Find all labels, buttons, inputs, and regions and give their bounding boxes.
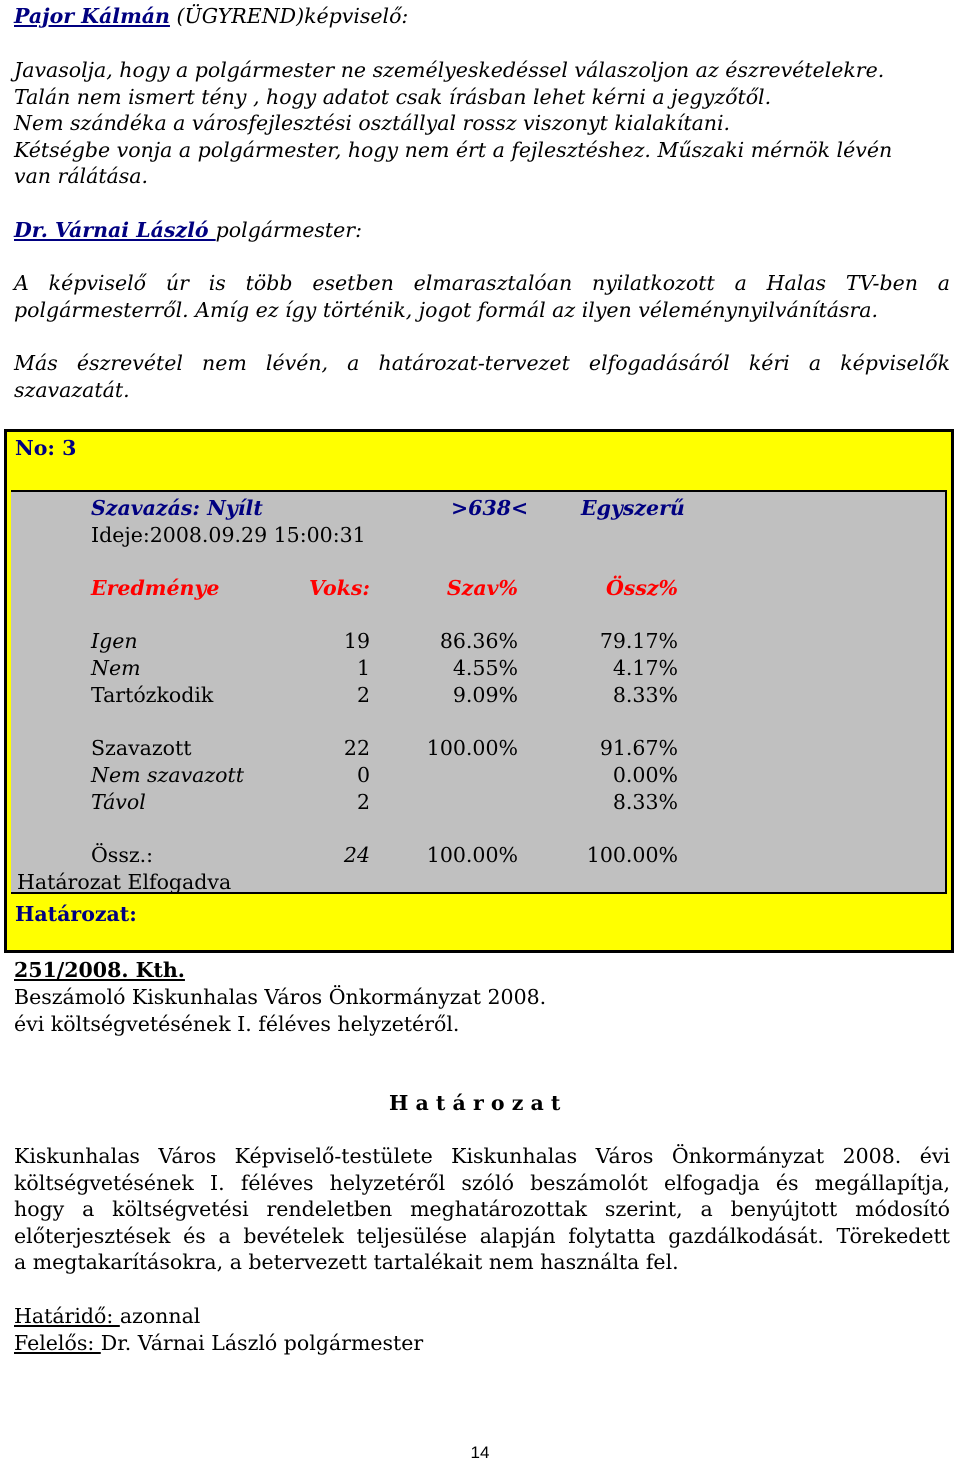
vote-header-row [11, 575, 945, 602]
row-label: Szavazott [91, 736, 192, 760]
responsible-label: Felelős: [14, 1331, 101, 1355]
table-row [11, 762, 945, 789]
row-votes: 22 [343, 736, 370, 760]
row-total-pct: 4.17% [612, 656, 678, 680]
speaker2-paragraph2 [14, 350, 950, 403]
deadline-label: Határidő: [14, 1304, 120, 1328]
text-line: A képviselő úr is több esetben elmarasztalóan nyilatkozott a Halas TV-ben a [14, 271, 950, 295]
page-number: 14 [470, 1443, 490, 1462]
table-row [11, 789, 945, 816]
row-total-pct: 0.00% [612, 763, 678, 787]
row-total-pct: 8.33% [612, 683, 678, 707]
text-line: Talán nem ismert tény , hogy adatot csak írásban lehet kérni a jegyzőtől. [14, 84, 772, 109]
speaker2-heading [14, 217, 362, 244]
row-votes: 0 [356, 763, 370, 787]
total-vote-pct: 100.00% [426, 843, 518, 867]
vote-type: Szavazás: Nyílt [91, 496, 263, 520]
total-total-pct: 100.00% [586, 843, 678, 867]
resolution-heading: H a t á r o z a t [389, 1091, 561, 1115]
speaker2-paragraph1 [14, 270, 950, 323]
vote-type-row [11, 495, 945, 522]
vote-number: No: 3 [15, 436, 77, 460]
row-votes: 19 [343, 629, 370, 653]
vote-details [11, 490, 947, 894]
text-line: Javasolja, hogy a polgármester ne személyeskedéssel válaszoljon az észrevételekre. [14, 58, 885, 82]
text-line: Más észrevétel nem lévén, a határozat-tervezet elfogadásáról kéri a képviselők [14, 351, 950, 375]
vote-code: >638< [451, 496, 529, 520]
row-vote-pct: 86.36% [439, 629, 518, 653]
row-votes: 2 [356, 790, 370, 814]
table-row [11, 628, 945, 655]
resolution-body [14, 1143, 950, 1276]
text-line: Nem szándéka a városfejlesztési osztállyal rossz viszonyt kialakítani. [14, 111, 731, 136]
text-line: szavazatát. [14, 377, 130, 402]
row-votes: 2 [356, 683, 370, 707]
vote-result: Határozat Elfogadva [17, 870, 232, 894]
text-line: van rálátása. [14, 164, 149, 189]
vote-result-row [11, 869, 945, 896]
speaker1-heading [14, 3, 408, 30]
vote-mode: Egyszerű [581, 496, 685, 520]
table-row [11, 655, 945, 682]
resolution-subject [14, 984, 546, 1037]
row-label: Tartózkodik [91, 683, 214, 707]
row-label: Távol [91, 790, 146, 814]
deadline-line [14, 1303, 200, 1330]
row-label: Nem szavazott [91, 763, 244, 787]
text-line: Beszámoló Kiskunhalas Város Önkormányzat 2008. [14, 985, 547, 1009]
table-row [11, 735, 945, 762]
text-line: a megtakarításokra, a betervezett tartalékait nem használta fel. [14, 1250, 679, 1275]
header-result: Eredménye [91, 576, 220, 600]
row-vote-pct: 9.09% [452, 683, 518, 707]
row-total-pct: 91.67% [599, 736, 678, 760]
table-row [11, 682, 945, 709]
total-label: Össz.: [91, 843, 154, 867]
row-total-pct: 8.33% [612, 790, 678, 814]
text-line: hogy a költségvetési rendeletben meghatározottak szerint, a benyújtott módosító [14, 1197, 950, 1222]
deadline-value: azonnal [119, 1304, 201, 1328]
responsible-line [14, 1330, 423, 1357]
total-votes: 24 [343, 843, 370, 867]
header-vote-pct: Szav% [446, 576, 518, 600]
text-line: Kiskunhalas Város Képviselő-testülete Kiskunhalas Város Önkormányzat 2008. évi [14, 1144, 950, 1168]
text-line: költségvetésének I. féléves helyzetéről szóló beszámolót elfogadja és megállapítja, [14, 1170, 950, 1195]
row-total-pct: 79.17% [599, 629, 678, 653]
vote-result-box [4, 429, 954, 953]
row-vote-pct: 100.00% [426, 736, 518, 760]
total-row [11, 842, 945, 869]
row-votes: 1 [356, 656, 370, 680]
speaker2-name: Dr. Várnai László [14, 218, 216, 242]
speaker1-name: Pajor Kálmán [14, 4, 170, 28]
decision-label: Határozat: [15, 902, 137, 926]
row-label: Nem [91, 656, 141, 680]
resolution-number: 251/2008. Kth. [14, 958, 185, 982]
text-line: előterjesztések és a bevételek teljesülése alapján folytatta gazdálkodását. Törekedett [14, 1223, 950, 1248]
speaker2-role: polgármester: [215, 218, 363, 242]
header-total-pct: Össz% [605, 576, 678, 600]
vote-time: Ideje:2008.09.29 15:00:31 [91, 523, 366, 547]
text-line: Kétségbe vonja a polgármester, hogy nem ért a fejlesztéshez. Műszaki mérnök lévén [14, 137, 893, 162]
text-line: polgármesterről. Amíg ez így történik, jogot formál az ilyen véleménynyilvánításra. [14, 297, 878, 322]
speaker1-text [14, 57, 950, 190]
row-label: Igen [91, 629, 138, 653]
row-vote-pct: 4.55% [452, 656, 518, 680]
header-votes: Voks: [308, 576, 370, 600]
responsible-value: Dr. Várnai László polgármester [100, 1331, 424, 1355]
vote-time-row [11, 522, 945, 549]
text-line: évi költségvetésének I. féléves helyzetéről. [14, 1011, 460, 1036]
speaker1-role: (ÜGYREND)képviselő: [169, 4, 409, 28]
